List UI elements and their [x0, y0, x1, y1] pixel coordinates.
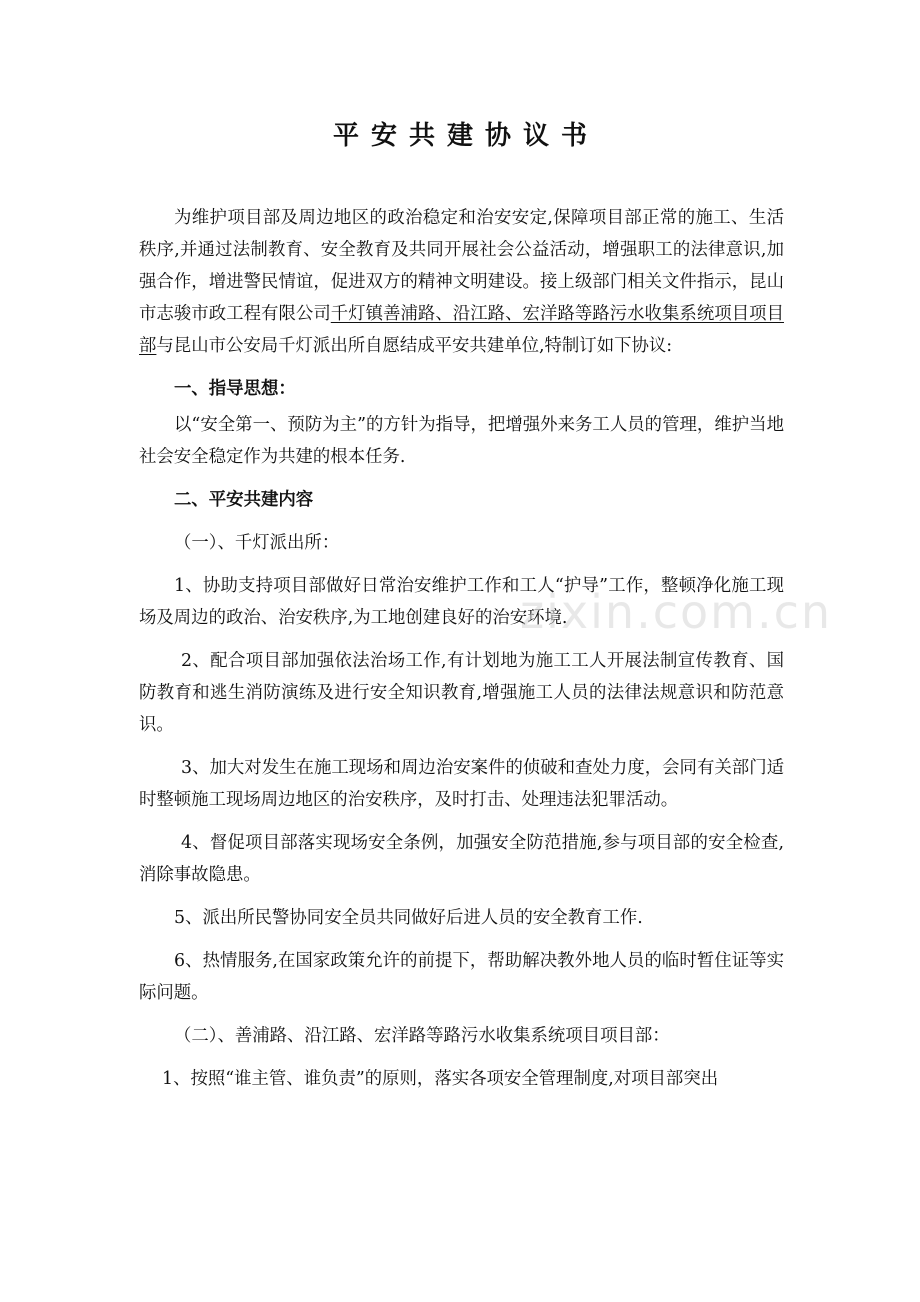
intro-project-name: 千灯镇善浦路、沿江路、宏洋路等路污水收集系统项目项目部: [139, 304, 784, 356]
intro-text-part1: 为维护项目部及周边地区的政治稳定和治安安定,保障项目部正常的施工、生活秩序,并通过法制教育、安全教育及共同开展社会公益活动，增强职工的法律意识,加强合作，增进警民情谊，促进双方的精神文明建设。接上级部门相关文件指示，昆山市志骏市政工程有限公司: [139, 208, 784, 324]
sub1-item-2: 2、配合项目部加强依法治场工作,有计划地为施工工人开展法制宣传教育、国防教育和逃生消防演练及进行安全知识教育,增强施工人员的法律法规意识和防范意识。: [139, 651, 784, 735]
document-body: [139, 202, 784, 1095]
section2-heading: 二、平安共建内容: [174, 490, 314, 510]
section1-heading: 一、指导思想：: [174, 379, 296, 399]
sub1-item-4: 4、督促项目部落实现场安全条例，加强安全防范措施,参与项目部的安全检查,消除事故隐患。: [139, 833, 784, 885]
document-title: 平安共建协议书: [332, 121, 599, 151]
intro-paragraph: [139, 202, 784, 362]
sub2-item-1: 1、按照“谁主管、谁负责”的原则，落实各项安全管理制度,对项目部突出: [162, 1069, 719, 1089]
sub1-heading: （一）、千灯派出所：: [174, 533, 340, 553]
section1-text: 以“安全第一、预防为主”的方针为指导，把增强外来务工人员的管理，维护当地社会安全稳定作为共建的根本任务.: [139, 415, 784, 467]
intro-text-part2: 与昆山市公安局千灯派出所自愿结成平安共建单位,特制订如下协议:: [156, 336, 673, 356]
watermark-text: zixin.com.cn: [520, 585, 833, 639]
sub2-heading: （二）、善浦路、沿江路、宏洋路等路污水收集系统项目项目部：: [174, 1026, 670, 1046]
sub1-item-6: 6、热情服务,在国家政策允许的前提下，帮助解决教外地人员的临时暂住证等实际问题。: [139, 951, 784, 1003]
sub1-item-3: 3、加大对发生在施工现场和周边治安案件的侦破和查处力度，会同有关部门适时整顿施工现场周边地区的治安秩序，及时打击、处理违法犯罪活动。: [139, 758, 784, 810]
sub1-item-5: 5、派出所民警协同安全员共同做好后进人员的安全教育工作.: [174, 908, 643, 928]
sub1-item-1: 1、协助支持项目部做好日常治安维护工作和工人“护导”工作，整顿净化施工现场及周边的政治、治安秩序,为工地创建良好的治安环境.: [139, 576, 784, 628]
